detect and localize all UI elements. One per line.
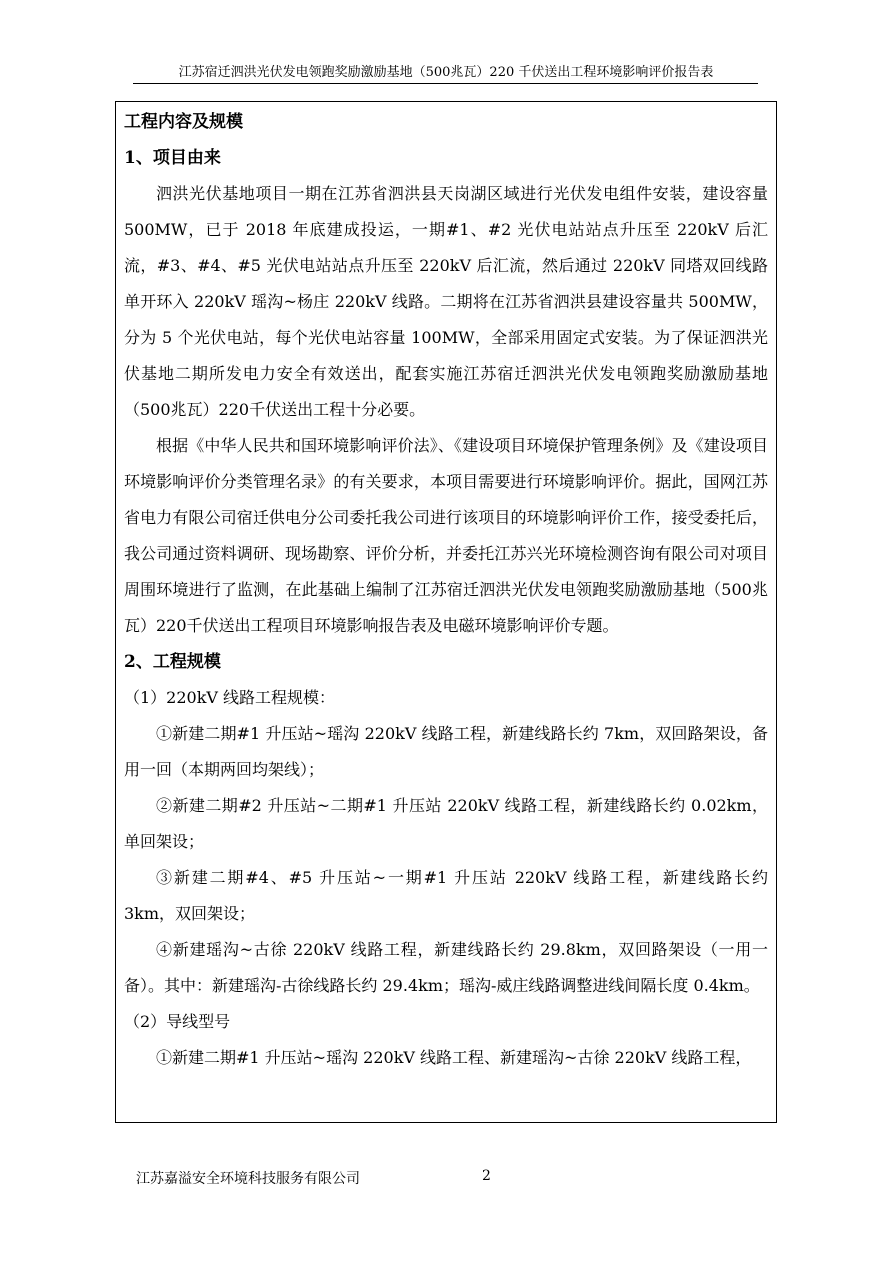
line-item-3: ③新建二期#4、#5 升压站~一期#1 升压站 220kV 线路工程，新建线路长约 3km，双回架设； <box>124 868 768 923</box>
content-box <box>115 101 777 1123</box>
content-body <box>124 104 768 1076</box>
line-item-1: ①新建二期#1 升压站~瑶沟 220kV 线路工程，新建线路长约 7km，双回路架设，备用一回（本期两回均架线）； <box>124 724 768 779</box>
conductor-type-title: （2）导线型号 <box>124 1012 231 1031</box>
subsection-title-scale: 2、工程规模 <box>124 652 221 672</box>
section-title: 工程内容及规模 <box>124 112 243 132</box>
subsection-title-origin: 1、项目由来 <box>124 148 221 168</box>
origin-paragraph-1: 泗洪光伏基地项目一期在江苏省泗洪县天岗湖区域进行光伏发电组件安装，建设容量 500MW，已于 2018 年底建成投运，一期#1、#2 光伏电站站点升压至 220kV 后汇流，#3、#4、#5 光伏电站站点升压至 220kV 后汇流，然后通过 220kV 同塔双回线路单开环入 220kV 瑶沟~杨庄 220kV 线路。二期将在江苏省泗洪县建设容量共 500MW，分为 5 个光伏电站，每个光伏电站容量 100MW，全部采用固定式安装。为了保证泗洪光伏基地二期所发电力安全有效送出，配套实施江苏宿迁泗洪光伏发电领跑奖励激励基地（500兆瓦）220千伏送出工程十分必要。 <box>124 184 768 419</box>
page-number: 2 <box>482 1168 491 1184</box>
footer-company: 江苏嘉溢安全环境科技服务有限公司 <box>136 1171 360 1187</box>
conductor-item-1: ①新建二期#1 升压站~瑶沟 220kV 线路工程、新建瑶沟~古徐 220kV 线路工程， <box>156 1048 752 1067</box>
line-scale-title: （1）220kV 线路工程规模： <box>124 688 336 707</box>
line-item-2: ②新建二期#2 升压站~二期#1 升压站 220kV 线路工程，新建线路长约 0.02km，单回架设； <box>124 796 768 851</box>
origin-paragraph-2: 根据《中华人民共和国环境影响评价法》、《建设项目环境保护管理条例》及《建设项目环境影响评价分类管理名录》的有关要求，本项目需要进行环境影响评价。据此，国网江苏省电力有限公司宿迁供电分公司委托我公司进行该项目的环境影响评价工作，接受委托后，我公司通过资料调研、现场勘察、评价分析，并委托江苏兴光环境检测咨询有限公司对项目周围环境进行了监测，在此基础上编制了江苏宿迁泗洪光伏发电领跑奖励激励基地（500兆瓦）220千伏送出工程项目环境影响报告表及电磁环境影响评价专题。 <box>124 436 768 635</box>
header-divider <box>133 83 758 84</box>
line-item-4: ④新建瑶沟~古徐 220kV 线路工程，新建线路长约 29.8km，双回路架设（一用一备）。其中：新建瑶沟-古徐线路长约 29.4km；瑶沟-威庄线路调整进线间隔长度 0.4km。 <box>124 940 768 995</box>
page-header: 江苏宿迁泗洪光伏发电领跑奖励激励基地（500兆瓦）220 千伏送出工程环境影响评价报告表 <box>178 65 714 80</box>
